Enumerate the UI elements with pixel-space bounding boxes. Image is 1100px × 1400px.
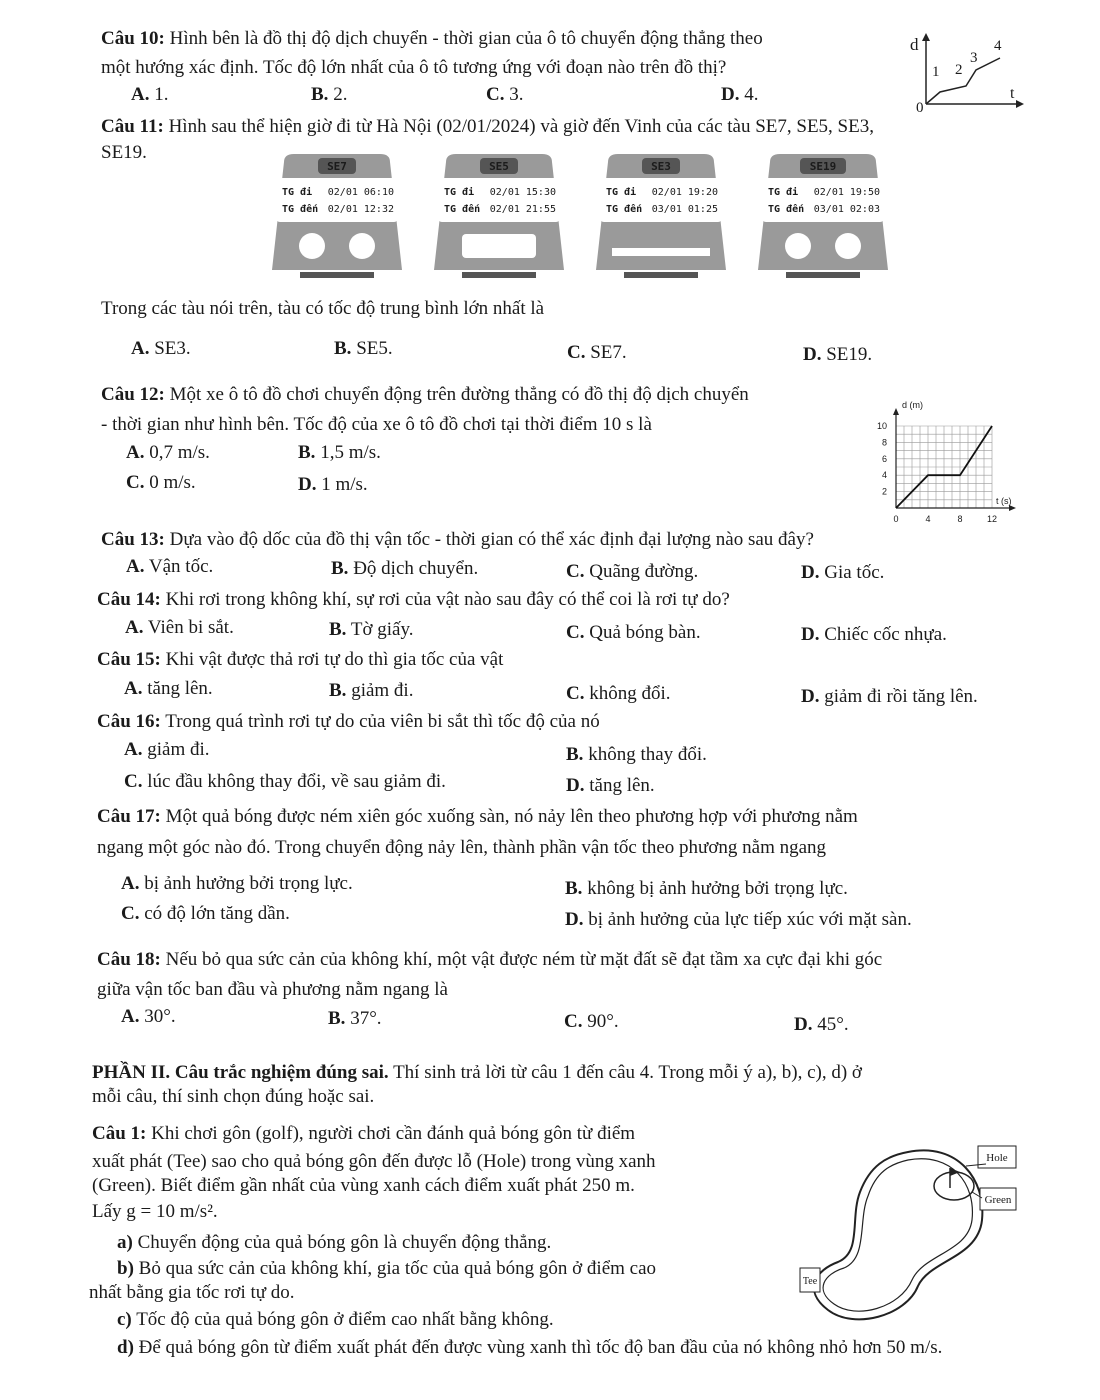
q16-text: Trong quá trình rơi tự do của viên bi sắt thì tốc độ của nó xyxy=(165,711,600,732)
train-timetable xyxy=(438,178,560,222)
hole-label: Hole xyxy=(986,1152,1008,1164)
y-tick-label: 8 xyxy=(881,437,887,448)
q14-option-c[interactable]: C. Quả bóng bàn. xyxy=(566,622,701,643)
depart-label: TG đi xyxy=(282,187,313,198)
q13-option-d[interactable]: D. Gia tốc. xyxy=(801,562,885,583)
q10-seg-2: 2 xyxy=(955,62,963,78)
train-name: SE7 xyxy=(327,160,347,173)
q16-line xyxy=(97,711,600,733)
q18-text-2: giữa vận tốc ban đầu và phương nằm ngang là xyxy=(97,979,448,1000)
q11-option-c[interactable]: C. SE7. xyxy=(567,342,627,363)
train-stripe xyxy=(612,248,710,256)
q16-number: Câu 16: xyxy=(97,711,161,732)
q13-number: Câu 13: xyxy=(101,529,165,550)
q14-option-d[interactable]: D. Chiếc cốc nhựa. xyxy=(801,624,947,645)
q10-d-label: d xyxy=(910,35,919,54)
depart-time: 02/01 06:10 xyxy=(327,187,394,198)
q13-option-b[interactable]: B. Độ dịch chuyển. xyxy=(331,558,479,579)
q12-option-a[interactable]: A. 0,7 m/s. xyxy=(126,442,210,463)
train-headlight-left xyxy=(299,233,325,259)
y-axis-label: d (m) xyxy=(902,400,923,410)
train-rail xyxy=(786,272,860,278)
q11-text-2: SE19. xyxy=(101,142,147,163)
y-tick-label: 4 xyxy=(881,470,887,481)
x-tick-label: 8 xyxy=(957,514,963,524)
q17-number: Câu 17: xyxy=(97,806,161,827)
q10-origin-label: 0 xyxy=(916,100,924,116)
q10-displacement-graph xyxy=(900,28,1030,118)
q16-option-b[interactable]: B. không thay đổi. xyxy=(566,744,707,765)
q12-number: Câu 12: xyxy=(101,384,165,405)
train-se3 xyxy=(594,152,728,282)
p2q1-text-1: Khi chơi gôn (golf), người chơi cần đánh quả bóng gôn từ điểm xyxy=(151,1123,636,1144)
q11-option-d[interactable]: D. SE19. xyxy=(803,344,873,365)
q14-line xyxy=(97,589,730,611)
q18-number: Câu 18: xyxy=(97,949,161,970)
q15-line xyxy=(97,649,503,671)
q13-option-c[interactable]: C. Quãng đường. xyxy=(566,561,699,582)
part2-title: PHẦN II. Câu trắc nghiệm đúng sai. xyxy=(92,1062,389,1083)
q17-line1 xyxy=(97,806,858,828)
q11-text-1: Hình sau thể hiện giờ đi từ Hà Nội (02/01/2024) và giờ đến Vinh của các tàu SE7, SE5, SE3, xyxy=(168,116,874,137)
q11-number: Câu 11: xyxy=(101,116,164,137)
q17-option-c[interactable]: C. có độ lớn tăng dần. xyxy=(121,903,290,924)
q15-option-b[interactable]: B. giảm đi. xyxy=(329,680,414,701)
depart-label: TG đi xyxy=(444,187,475,198)
q10-d-arrow xyxy=(922,33,930,41)
train-rail xyxy=(462,272,536,278)
arrive-time: 02/01 21:55 xyxy=(489,204,556,215)
y-axis-arrow xyxy=(893,408,899,415)
q16-option-a[interactable]: A. giảm đi. xyxy=(124,739,210,760)
train-timetable xyxy=(762,178,884,222)
train-timetable xyxy=(600,178,722,222)
arrive-time: 03/01 02:03 xyxy=(813,204,880,215)
train-headlight-left xyxy=(785,233,811,259)
q14-option-b[interactable]: B. Tờ giấy. xyxy=(329,619,414,640)
train-se5 xyxy=(432,152,566,282)
green-label: Green xyxy=(984,1194,1012,1206)
q14-number: Câu 14: xyxy=(97,589,161,610)
q18-option-a[interactable]: A. 30°. xyxy=(121,1006,176,1027)
q11-option-b[interactable]: B. SE5. xyxy=(334,338,393,359)
q12-text-1: Một xe ô tô đồ chơi chuyển động trên đường thẳng có đồ thị độ dịch chuyển xyxy=(169,384,749,405)
q15-option-a[interactable]: A. tăng lên. xyxy=(124,678,213,699)
q18-option-d[interactable]: D. 45°. xyxy=(794,1014,849,1035)
p2q1-item-b[interactable]: b) Bỏ qua sức cản của không khí, gia tốc của quả bóng gôn ở điểm cao xyxy=(117,1258,657,1279)
q17-option-b[interactable]: B. không bị ảnh hưởng bởi trọng lực. xyxy=(565,878,848,899)
y-tick-label: 10 xyxy=(876,421,887,431)
q10-option-a[interactable]: A. 1. xyxy=(131,84,169,105)
q16-option-c[interactable]: C. lúc đầu không thay đổi, về sau giảm đi. xyxy=(124,771,446,792)
q10-number: Câu 10: xyxy=(101,28,165,49)
x-tick-label: 12 xyxy=(986,514,998,524)
q12-option-d[interactable]: D. 1 m/s. xyxy=(298,474,368,495)
q10-t-label: t xyxy=(1010,85,1015,102)
arrive-label: TG đến xyxy=(282,204,319,215)
q10-seg-3: 3 xyxy=(970,50,978,66)
part2-instruction-1: Thí sinh trả lời từ câu 1 đến câu 4. Trong mỗi ý a), b), c), d) ở xyxy=(388,1062,862,1083)
q10-option-d[interactable]: D. 4. xyxy=(721,84,759,105)
arrive-time: 02/01 12:32 xyxy=(327,204,394,215)
part2-line1 xyxy=(92,1062,862,1084)
train-name: SE19 xyxy=(809,160,837,173)
p2q1-text-2: xuất phát (Tee) sao cho quả bóng gôn đến được lỗ (Hole) trong vùng xanh xyxy=(92,1151,656,1172)
p2q1-item-b-cont: nhất bằng gia tốc rơi tự do. xyxy=(89,1282,295,1303)
arrive-label: TG đến xyxy=(606,204,643,215)
p2q1-item-c[interactable]: c) Tốc độ của quả bóng gôn ở điểm cao nhất bằng không. xyxy=(117,1309,554,1330)
train-name: SE5 xyxy=(489,160,509,173)
train-se7 xyxy=(270,152,404,282)
part2-instruction-2: mỗi câu, thí sinh chọn đúng hoặc sai. xyxy=(92,1086,375,1107)
train-name: SE3 xyxy=(651,160,671,173)
depart-time: 02/01 15:30 xyxy=(489,187,556,198)
q17-text-1: Một quả bóng được ném xiên góc xuống sàn, nó nảy lên theo phương hợp với phương nằm xyxy=(165,806,858,827)
train-se19 xyxy=(756,152,890,282)
q15-option-d[interactable]: D. giảm đi rồi tăng lên. xyxy=(801,686,978,707)
q12-option-c[interactable]: C. 0 m/s. xyxy=(126,472,196,493)
q11-line1 xyxy=(101,116,874,138)
p2q1-text-3: (Green). Biết điểm gần nhất của vùng xanh cách điểm xuất phát 250 m. xyxy=(92,1175,635,1196)
q12-option-b[interactable]: B. 1,5 m/s. xyxy=(298,442,381,463)
x-axis-label: t (s) xyxy=(996,496,1012,506)
p2q1-item-a[interactable]: a) Chuyển động của quả bóng gôn là chuyển động thẳng. xyxy=(117,1232,552,1253)
q13-text: Dựa vào độ dốc của đồ thị vận tốc - thời gian có thể xác định đại lượng nào sau đây? xyxy=(169,529,814,550)
q15-text: Khi vật được thả rơi tự do thì gia tốc của vật xyxy=(165,649,504,670)
tee-label: Tee xyxy=(802,1276,818,1287)
golf-course-figure xyxy=(790,1140,1030,1340)
q17-option-d[interactable]: D. bị ảnh hưởng của lực tiếp xúc với mặt sàn. xyxy=(565,909,912,930)
q15-number: Câu 15: xyxy=(97,649,161,670)
q12-text-2: - thời gian như hình bên. Tốc độ của xe ô tô đồ chơi tại thời điểm 10 s là xyxy=(101,414,652,435)
x-tick-label: 0 xyxy=(893,514,899,524)
q18-text-1: Nếu bỏ qua sức cản của không khí, một vật được ném từ mặt đất sẽ đạt tầm xa cực đại khi góc xyxy=(165,949,883,970)
q12-line1 xyxy=(101,384,749,406)
depart-time: 02/01 19:50 xyxy=(813,187,880,198)
q10-seg-4: 4 xyxy=(994,38,1002,54)
q16-option-d[interactable]: D. tăng lên. xyxy=(566,775,655,796)
y-tick-label: 6 xyxy=(881,453,887,464)
y-tick-label: 2 xyxy=(881,486,887,497)
q18-option-b[interactable]: B. 37°. xyxy=(328,1008,382,1029)
q14-text: Khi rơi trong không khí, sự rơi của vật nào sau đây có thể coi là rơi tự do? xyxy=(165,589,730,610)
train-rail xyxy=(300,272,374,278)
q18-option-c[interactable]: C. 90°. xyxy=(564,1011,619,1032)
arrive-label: TG đến xyxy=(768,204,805,215)
q10-option-b[interactable]: B. 2. xyxy=(311,84,348,105)
q13-line xyxy=(101,529,814,551)
q10-t-arrow xyxy=(1016,100,1024,108)
q11-question: Trong các tàu nói trên, tàu có tốc độ trung bình lớn nhất là xyxy=(101,298,545,319)
q10-text-1: Hình bên là đồ thị độ dịch chuyển - thời gian của ô tô chuyển động thẳng theo xyxy=(169,28,763,49)
p2q1-line1 xyxy=(92,1123,635,1145)
depart-label: TG đi xyxy=(606,187,637,198)
q14-option-a[interactable]: A. Viên bi sắt. xyxy=(125,617,234,638)
q10-seg-1: 1 xyxy=(932,64,940,80)
p2q1-item-d[interactable]: d) Để quả bóng gôn từ điểm xuất phát đến được vùng xanh thì tốc độ ban đầu của nó không nhỏ hơn 50 m/s. xyxy=(117,1337,943,1358)
q10-option-c[interactable]: C. 3. xyxy=(486,84,524,105)
q12-chart xyxy=(868,398,1028,528)
arrive-time: 03/01 01:25 xyxy=(651,204,718,215)
x-tick-label: 4 xyxy=(925,514,931,524)
p2q1-text-4: Lấy g = 10 m/s². xyxy=(92,1201,218,1222)
arrive-label: TG đến xyxy=(444,204,481,215)
green-area xyxy=(934,1172,974,1200)
train-window xyxy=(462,234,536,258)
q10-line1 xyxy=(101,28,763,50)
depart-label: TG đi xyxy=(768,187,799,198)
q18-line1 xyxy=(97,949,882,971)
q13-option-a[interactable]: A. Vận tốc. xyxy=(126,556,214,577)
p2q1-number: Câu 1: xyxy=(92,1123,147,1144)
train-headlight-right xyxy=(349,233,375,259)
depart-time: 02/01 19:20 xyxy=(651,187,718,198)
q10-text-2: một hướng xác định. Tốc độ lớn nhất của ô tô tương ứng với đoạn nào trên đồ thị? xyxy=(101,57,727,78)
q11-option-a[interactable]: A. SE3. xyxy=(131,338,191,359)
fairway-outline xyxy=(814,1150,982,1319)
train-headlight-right xyxy=(835,233,861,259)
q15-option-c[interactable]: C. không đổi. xyxy=(566,683,671,704)
train-timetable xyxy=(276,178,398,222)
q17-option-a[interactable]: A. bị ảnh hưởng bởi trọng lực. xyxy=(121,873,353,894)
q17-text-2: ngang một góc nào đó. Trong chuyển động nảy lên, thành phần vận tốc theo phương nằm ngang xyxy=(97,837,827,858)
train-rail xyxy=(624,272,698,278)
